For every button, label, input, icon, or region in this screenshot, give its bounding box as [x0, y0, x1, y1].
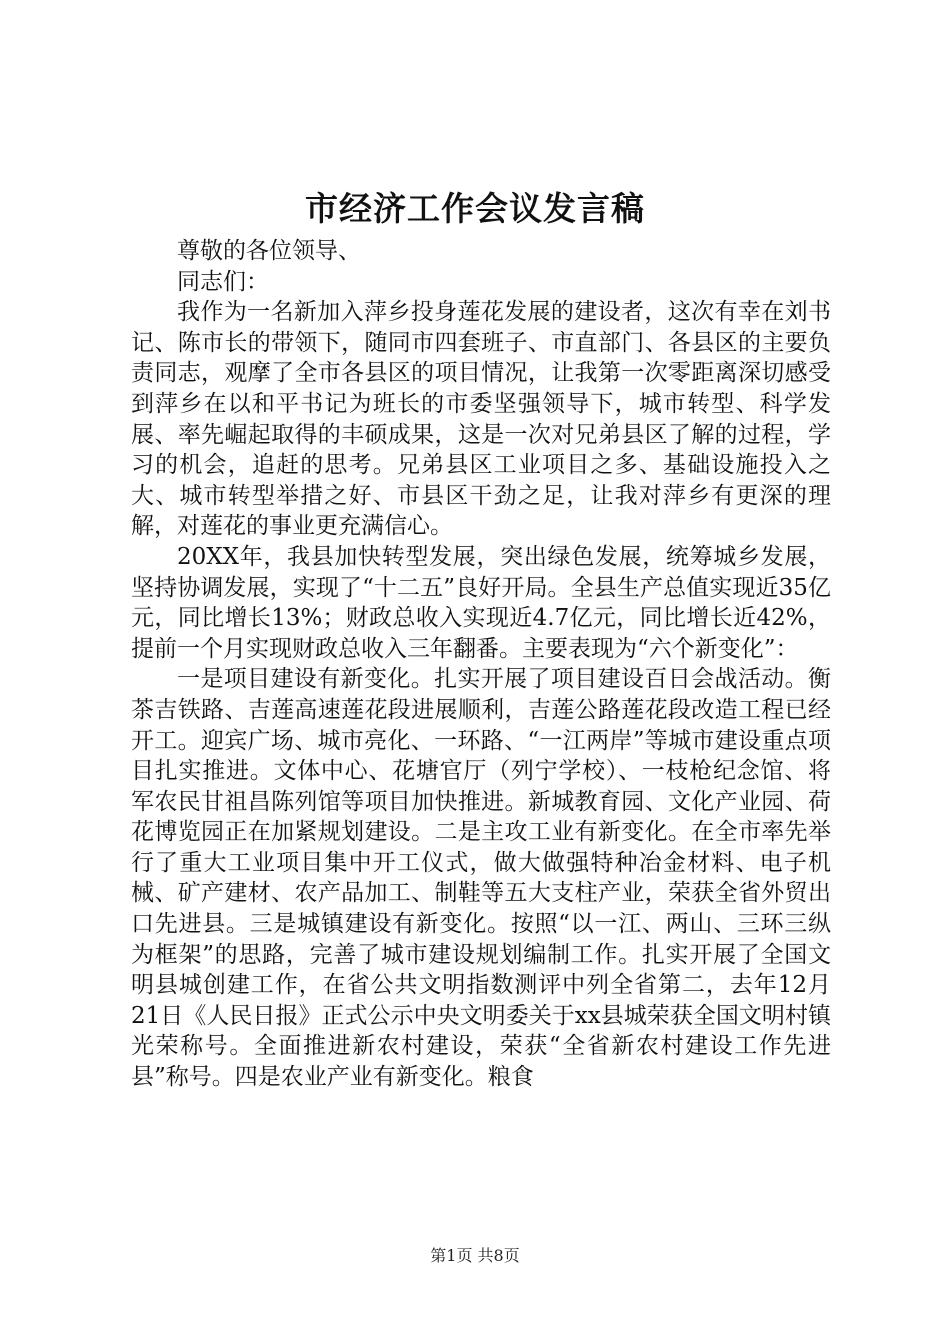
- document-body: [131, 236, 831, 1093]
- paragraph-summary: 20XX年，我县加快转型发展，突出绿色发展，统筹城乡发展，坚持协调发展，实现了“十二五”良好开局。全县生产总值实现近35亿元，同比增长13%；财政总收入实现近4.7亿元，同比增长近42%，提前一个月实现财政总收入三年翻番。主要表现为“六个新变化”：: [131, 543, 831, 662]
- salutation-line-2: 同志们：: [177, 268, 269, 295]
- paragraph-changes: 一是项目建设有新变化。扎实开展了项目建设百日会战活动。衡茶吉铁路、吉莲高速莲花段进展顺利，吉莲公路莲花段改造工程已经开工。迎宾广场、城市亮化、一环路、“一江两岸”等城市建设重点项目扎实推进。文体中心、花塘官厅（列宁学校）、一枝枪纪念馆、将军农民甘祖昌陈列馆等项目加快推进。新城教育园、文化产业园、荷花博览园正在加紧规划建设。二是主攻工业有新变化。在全市率先举行了重大工业项目集中开工仪式，做大做强特种冶金材料、电子机械、矿产建材、农产品加工、制鞋等五大支柱产业，荣获全省外贸出口先进县。三是城镇建设有新变化。按照“以一江、两山、三环三纵为框架”的思路，完善了城市建设规划编制工作。扎实开展了全国文明县城创建工作，在省公共文明指数测评中列全省第二，去年12月21日《人民日报》正式公示中央文明委关于xx县城荣获全国文明村镇光荣称号。全面推进新农村建设，荣获“全省新农村建设工作先进县”称号。四是农业产业有新变化。粮食: [131, 666, 831, 1091]
- paragraph-intro: 我作为一名新加入萍乡投身莲花发展的建设者，这次有幸在刘书记、陈市长的带领下，随同市四套班子、市直部门、各县区的主要负责同志，观摩了全市各县区的项目情况，让我第一次零距离深切感受到萍乡在以和平书记为班长的市委坚强领导下，城市转型、科学发展、率先崛起取得的丰硕成果，这是一次对兄弟县区了解的过程，学习的机会，追赶的思考。兄弟县区工业项目之多、基础设施投入之大、城市转型举措之好、市县区干劲之足，让我对萍乡有更深的理解，对莲花的事业更充满信心。: [131, 299, 831, 540]
- page-footer: 第1页 共8页: [430, 1246, 520, 1265]
- document-title: 市经济工作会议发言稿: [305, 189, 645, 228]
- salutation-line-1: 尊敬的各位领导、: [177, 238, 361, 264]
